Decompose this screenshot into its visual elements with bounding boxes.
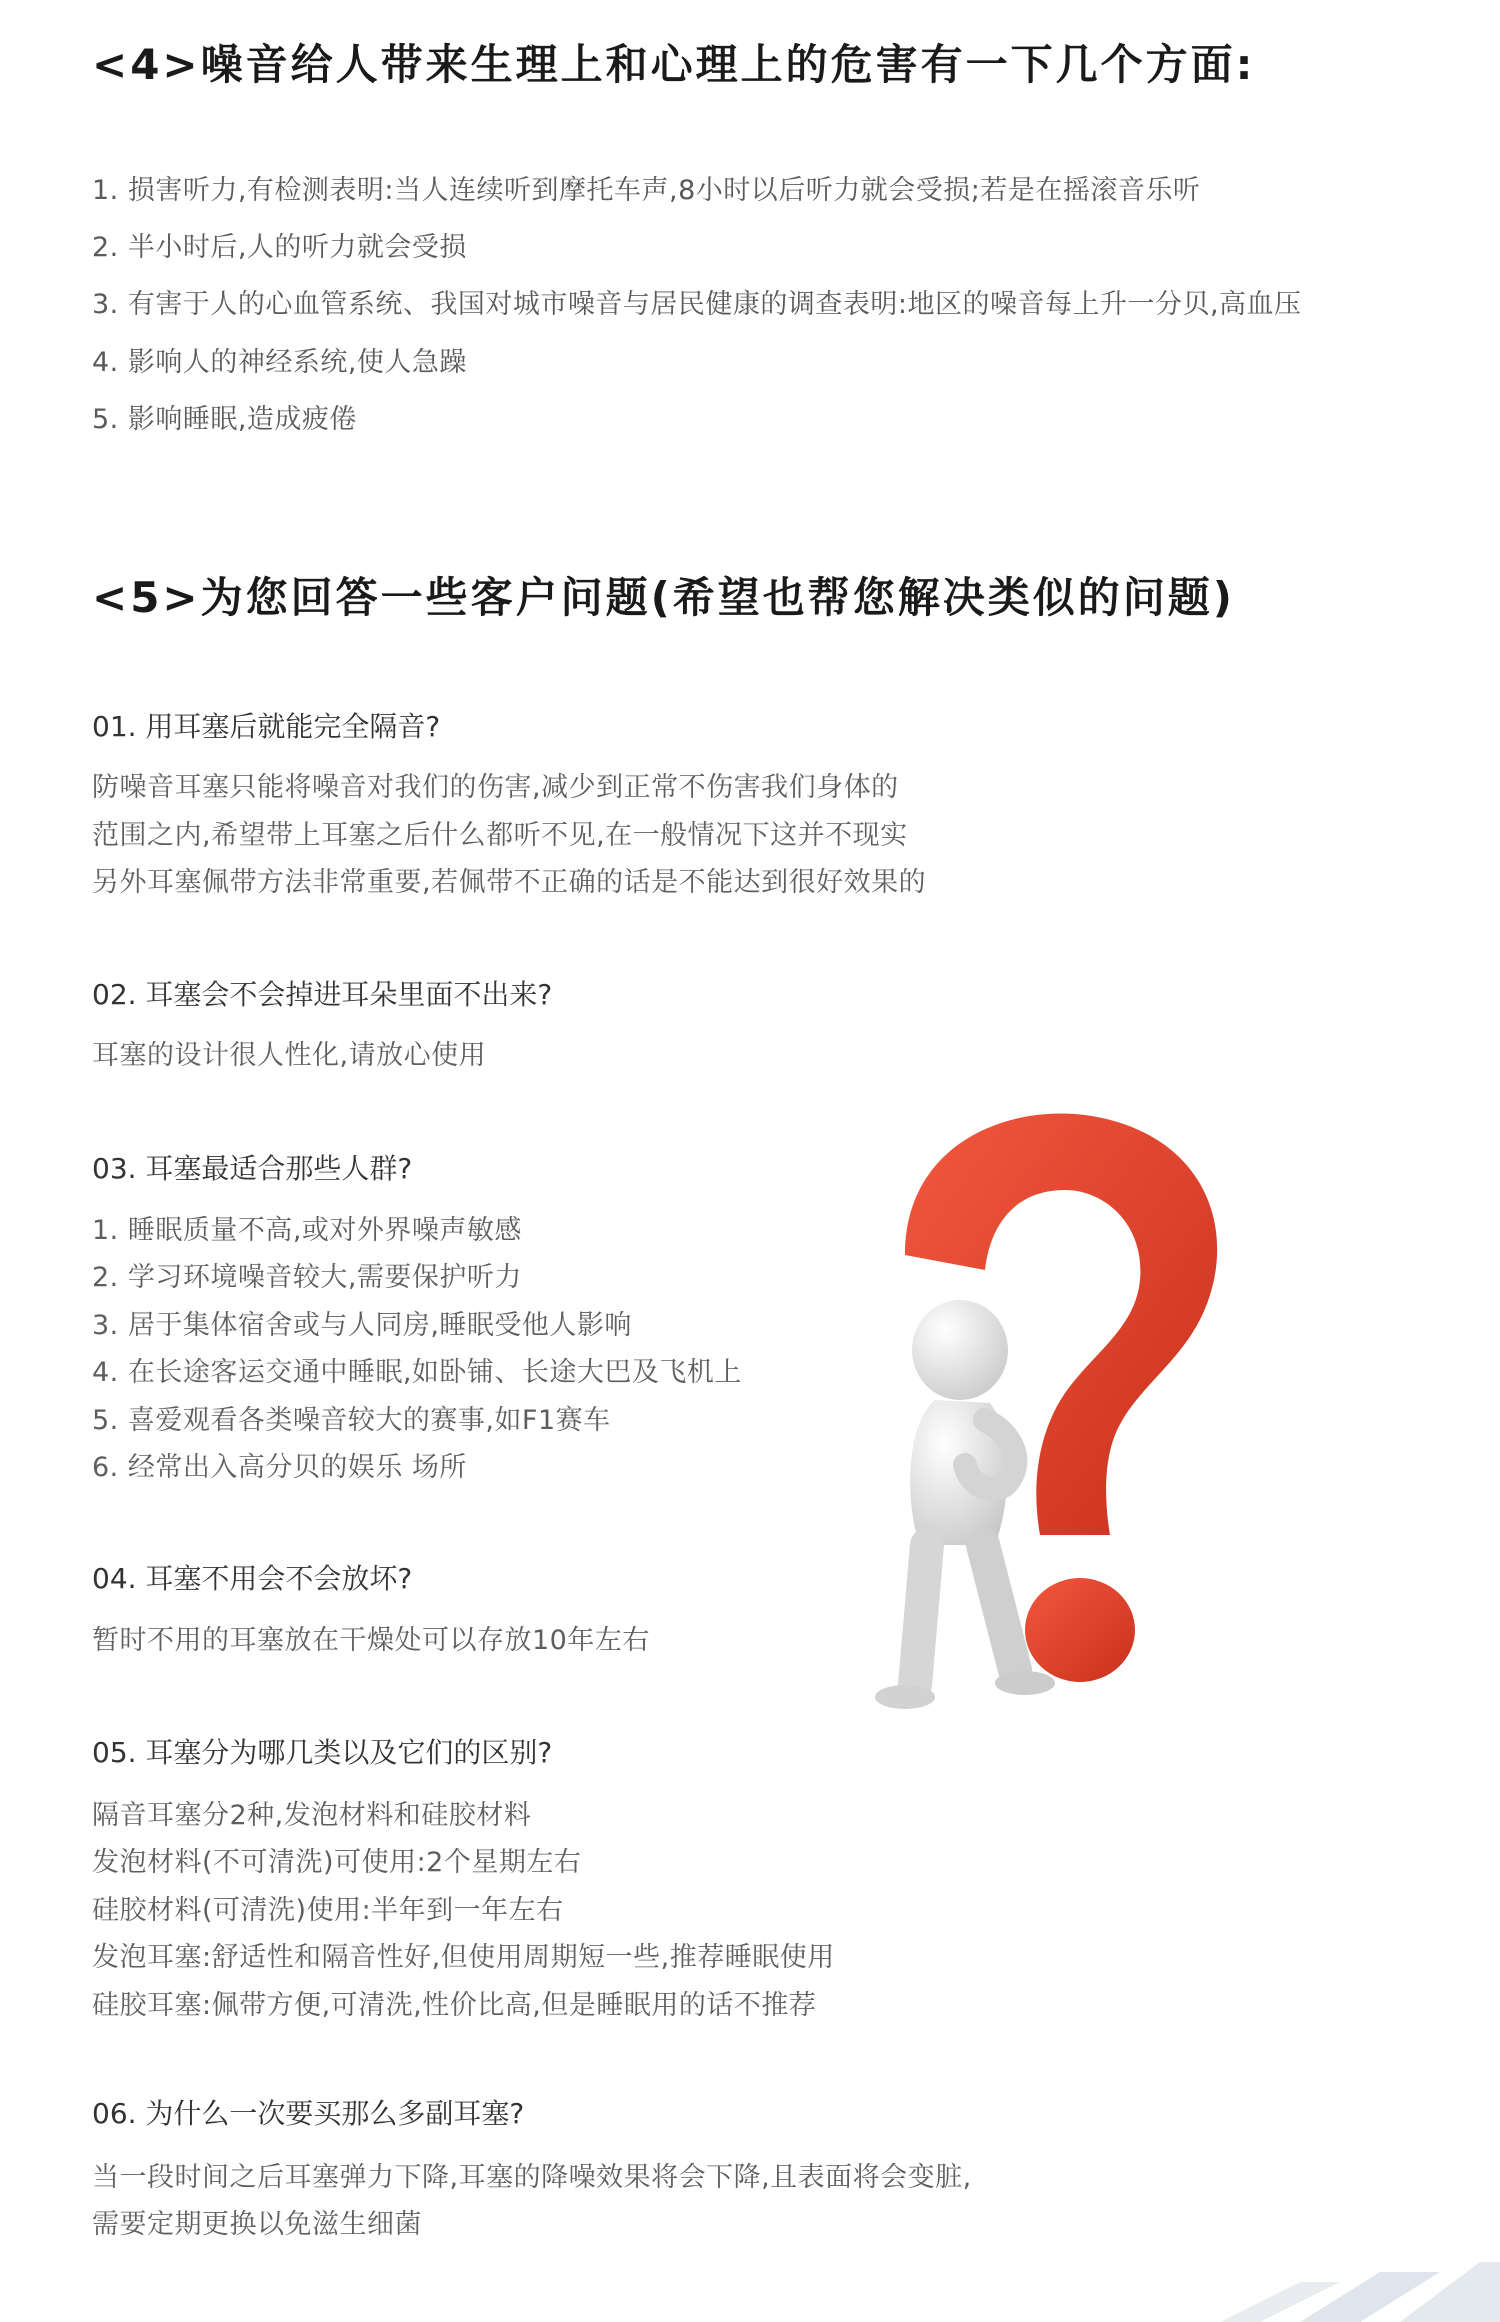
faq-answer-5-line-1: 隔音耳塞分2种,发泡材料和硅胶材料	[92, 1800, 532, 1831]
faq-answer-5-line-2: 发泡材料(不可清洗)可使用:2个星期左右	[92, 1847, 582, 1878]
faq-question-3: 03. 耳塞最适合那些人群?	[92, 1152, 413, 1185]
faq-answer-3-line-3: 3. 居于集体宿舍或与人同房,睡眠受他人影响	[92, 1310, 632, 1341]
faq-answer-3-line-1: 1. 睡眠质量不高,或对外界噪声敏感	[92, 1215, 522, 1246]
faq-answer-1-line-2: 范围之内,希望带上耳塞之后什么都听不见,在一般情况下这并不现实	[92, 820, 908, 851]
faq-answer-4-line-1: 暂时不用的耳塞放在干燥处可以存放10年左右	[92, 1625, 650, 1656]
faq-answer-3-line-6: 6. 经常出入高分贝的娱乐 场所	[92, 1452, 467, 1483]
faq-question-5: 05. 耳塞分为哪几类以及它们的区别?	[92, 1736, 553, 1769]
faq-question-2: 02. 耳塞会不会掉进耳朵里面不出来?	[92, 978, 553, 1011]
faq-question-4: 04. 耳塞不用会不会放坏?	[92, 1562, 413, 1595]
section4-item-4: 4. 影响人的神经系统,使人急躁	[92, 347, 467, 378]
section4-heading: <4>噪音给人带来生理上和心理上的危害有一下几个方面:	[92, 40, 1256, 89]
faq-answer-3-line-2: 2. 学习环境噪音较大,需要保护听力	[92, 1262, 522, 1293]
thinking-figure-question-mark-icon	[865, 1105, 1265, 1725]
section4-item-1: 1. 损害听力,有检测表明:当人连续听到摩托车声,8小时以后听力就会受损;若是在摇滚音乐听	[92, 175, 1201, 206]
faq-answer-1-line-3: 另外耳塞佩带方法非常重要,若佩带不正确的话是不能达到很好效果的	[92, 867, 927, 898]
faq-question-1: 01. 用耳塞后就能完全隔音?	[92, 710, 441, 743]
section4-item-3: 3. 有害于人的心血管系统、我国对城市噪音与居民健康的调查表明:地区的噪音每上升一分贝,高血压	[92, 289, 1302, 320]
faq-answer-3-line-4: 4. 在长途客运交通中睡眠,如卧铺、长途大巴及飞机上	[92, 1357, 742, 1388]
section4-item-2: 2. 半小时后,人的听力就会受损	[92, 232, 467, 263]
section5-heading: <5>为您回答一些客户问题(希望也帮您解决类似的问题)	[92, 573, 1235, 622]
faq-answer-5-line-4: 发泡耳塞:舒适性和隔音性好,但使用周期短一些,推荐睡眠使用	[92, 1942, 835, 1973]
faq-answer-2-line-1: 耳塞的设计很人性化,请放心使用	[92, 1040, 487, 1071]
faq-answer-5-line-5: 硅胶耳塞:佩带方便,可清洗,性价比高,但是睡眠用的话不推荐	[92, 1990, 817, 2021]
faq-answer-6-line-2: 需要定期更换以免滋生细菌	[92, 2209, 422, 2240]
section4-item-5: 5. 影响睡眠,造成疲倦	[92, 404, 357, 435]
faq-question-6: 06. 为什么一次要买那么多副耳塞?	[92, 2097, 525, 2130]
faq-answer-6-line-1: 当一段时间之后耳塞弹力下降,耳塞的降噪效果将会下降,且表面将会变脏,	[92, 2162, 972, 2193]
faq-answer-1-line-1: 防噪音耳塞只能将噪音对我们的伤害,减少到正常不伤害我们身体的	[92, 772, 899, 803]
thinking-figure	[875, 1300, 1055, 1709]
faq-answer-3-line-5: 5. 喜爱观看各类噪音较大的赛事,如F1赛车	[92, 1405, 611, 1436]
faq-answer-5-line-3: 硅胶材料(可清洗)使用:半年到一年左右	[92, 1895, 564, 1926]
decorative-corner-stripes	[1180, 2242, 1500, 2322]
